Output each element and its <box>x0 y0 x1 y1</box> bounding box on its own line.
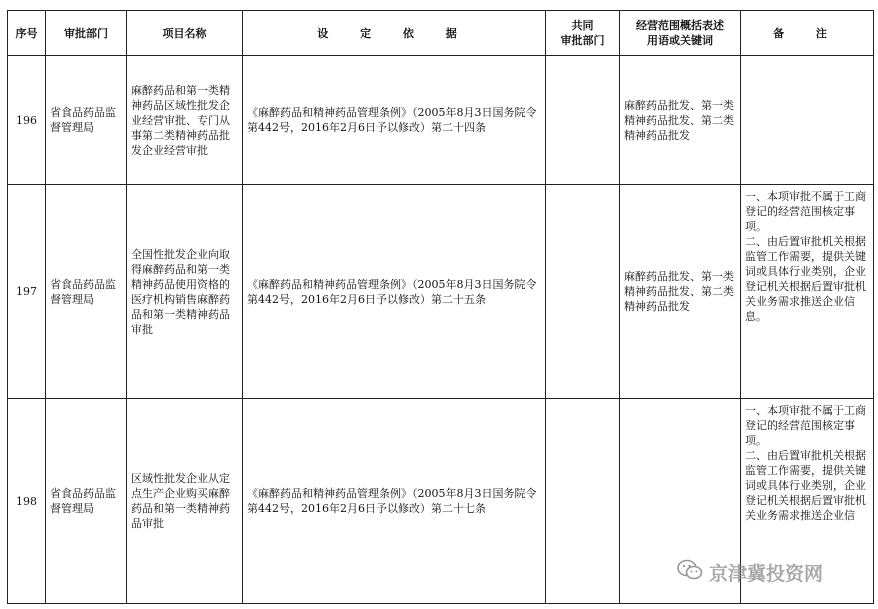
row-seq: 197 <box>8 185 46 399</box>
row-basis: 《麻醉药品和精神药品管理条例》（2005年8月3日国务院令第442号，2016年2月6日予以修改）第二十四条 <box>243 56 546 185</box>
header-seq: 序号 <box>8 11 46 56</box>
header-item-name: 项目名称 <box>127 11 243 56</box>
row-remarks: 一、本项审批不属于工商登记的经营范围核定事项。 二、由后置审批机关根据监管工作需要，提供关键词或具体行业类别，企业登记机关根据后置审批机关业务需求推送企业信 <box>741 399 874 604</box>
row-basis: 《麻醉药品和精神药品管理条例》（2005年8月3日国务院令第442号，2016年2月6日予以修改）第二十五条 <box>243 185 546 399</box>
row-seq: 198 <box>8 399 46 604</box>
row-dept: 省食品药品监督管理局 <box>46 399 127 604</box>
wechat-icon <box>677 559 703 586</box>
table-row <box>8 185 874 399</box>
header-scope: 经营范围概括表述 用语或关键词 <box>620 11 741 56</box>
row-co-dept <box>546 185 620 399</box>
row-remarks <box>741 56 874 185</box>
header-remarks: 备 注 <box>741 11 874 56</box>
row-scope: 麻醉药品批发、第一类精神药品批发、第二类精神药品批发 <box>620 185 741 399</box>
table-header-row <box>8 11 874 56</box>
row-co-dept <box>546 56 620 185</box>
row-item-name: 麻醉药品和第一类精神药品区域性批发企业经营审批、专门从事第二类精神药品批发企业经营审批 <box>127 56 243 185</box>
row-scope: 麻醉药品批发、第一类精神药品批发、第二类精神药品批发 <box>620 56 741 185</box>
header-co-dept: 共同 审批部门 <box>546 11 620 56</box>
table-row <box>8 56 874 185</box>
row-item-name: 区域性批发企业从定点生产企业购买麻醉药品和第一类精神药品审批 <box>127 399 243 604</box>
row-dept: 省食品药品监督管理局 <box>46 185 127 399</box>
row-basis: 《麻醉药品和精神药品管理条例》（2005年8月3日国务院令第442号，2016年2月6日予以修改）第二十七条 <box>243 399 546 604</box>
header-basis: 设 定 依 据 <box>243 11 546 56</box>
approval-items-table <box>7 10 874 604</box>
row-item-name: 全国性批发企业向取得麻醉药品和第一类精神药品使用资格的医疗机构销售麻醉药品和第一类精神药品审批 <box>127 185 243 399</box>
watermark <box>677 557 867 587</box>
row-remarks: 一、本项审批不属于工商登记的经营范围核定事项。 二、由后置审批机关根据监管工作需要，提供关键词或具体行业类别，企业登记机关根据后置审批机关业务需求推送企业信息。 <box>741 185 874 399</box>
row-seq: 196 <box>8 56 46 185</box>
row-co-dept <box>546 399 620 604</box>
header-dept: 审批部门 <box>46 11 127 56</box>
row-dept: 省食品药品监督管理局 <box>46 56 127 185</box>
watermark-text: 京津冀投资网 <box>709 562 824 585</box>
